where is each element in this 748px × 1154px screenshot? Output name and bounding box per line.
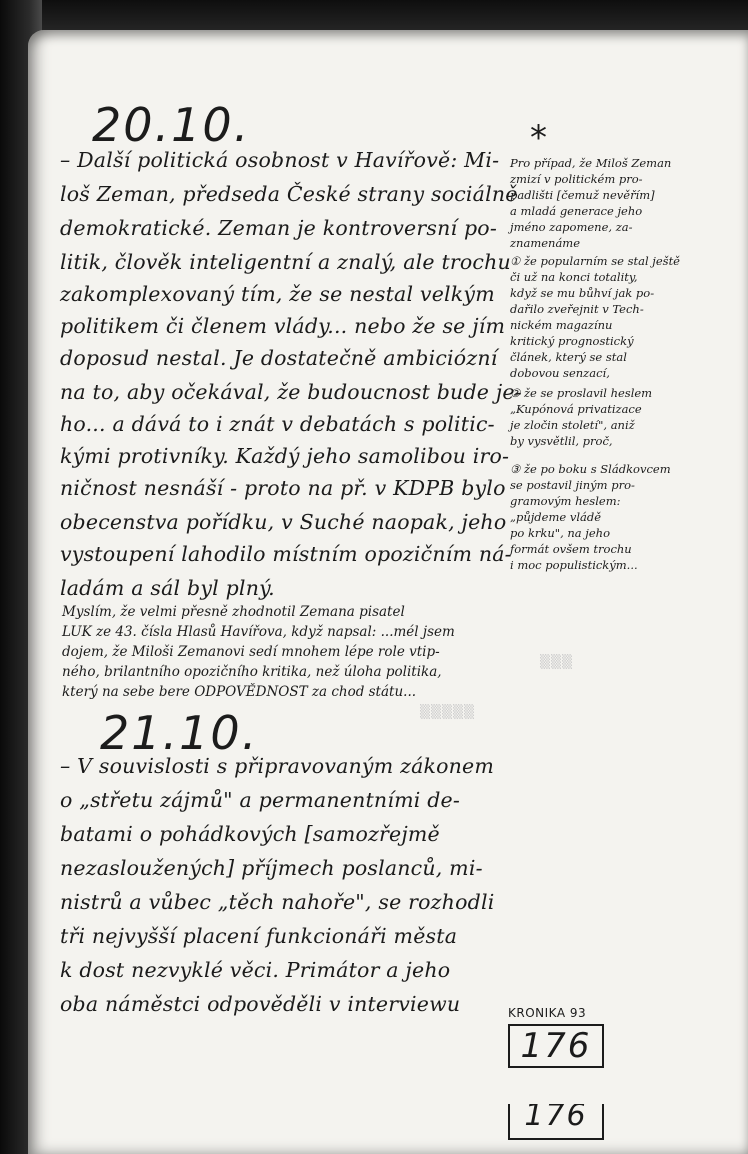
entry-text-line: nistrů a vůbec „těch nahoře", se rozhodli [60,890,495,914]
entry-text-line: oba náměstci odpověděli v interviewu [60,992,461,1016]
side-note-line: když se mu bůhví jak po- [510,286,655,300]
side-note-line: jméno zapomene, za- [510,220,633,234]
entry-text-line: o „střetu zájmů" a permanentními de- [60,788,460,812]
side-note-line: či už na konci totality, [510,270,638,284]
entry-text-line: nezasloužených] příjmech poslanců, mi- [60,856,483,880]
entry-text-line: na to, aby očekával, že budoucnost bude je- [60,380,522,404]
quote-line: který na sebe bere ODPOVĚDNOST za chod státu... [62,684,417,700]
entry-text-line: – Další politická osobnost v Havířově: Mi- [60,148,500,172]
entry-date: 21.10. [100,706,259,760]
entry-text-line: batami o pohádkových [samozřejmě [60,822,440,846]
entry-text-line: demokratické. Zeman je kontroversní po- [60,216,497,240]
entry-text-line: ho... a dává to i znát v debatách s politic- [60,412,495,436]
side-note-line: je zločin století", aniž [510,418,635,432]
show-through-mark: ▒▒▒▒▒ [420,705,475,720]
entry-text-line: litik, člověk inteligentní a znalý, ale trochu [60,250,511,274]
side-note-line: znamenáme [510,236,581,250]
quote-line: dojem, že Miloši Zemanovi sedí mnohem lépe role vtip- [62,644,440,660]
side-note-line: a mladá generace jeho [510,204,643,218]
side-note-line: se postavil jiným pro- [510,478,635,492]
entry-text-line: – V souvislosti s připravovaným zákonem [60,754,495,778]
side-note-line: dařilo zveřejnit v Tech- [510,302,644,316]
quote-line: LUK ze 43. čísla Hlasů Havířova, když napsal: ...mél jsem [62,624,455,640]
entry-text-line: vystoupení lahodilo místním opozičním ná- [60,542,512,566]
side-note-line: formát ovšem trochu [510,542,632,556]
side-note-line: nickém magazínu [510,318,613,332]
side-note-line: „Kupónová privatizace [510,402,642,416]
side-note-line: ② že se proslavil heslem [510,386,653,400]
side-note-line: gramovým heslem: [510,494,621,508]
quote-line: Myslím, že velmi přesně zhodnotil Zemana pisatel [62,604,405,620]
entry-text-line: tři nejvyšší placení funkcionáři města [60,924,458,948]
side-note-line: by vysvětlil, proč, [510,434,613,448]
entry-text-line: k dost nezvyklé věci. Primátor a jeho [60,958,451,982]
entry-text-line: ladám a sál byl plný. [60,576,275,600]
quote-line: ného, brilantního opozičního kritika, než úloha politika, [62,664,442,680]
entry-text-line: zakomplexovaný tím, že se nestal velkým [60,282,495,306]
side-note-line: zmizí v politickém pro- [510,172,643,186]
side-note-line: ① že popularním se stal ještě [510,254,680,268]
side-note-line: Pro případ, že Miloš Zeman [510,156,672,170]
entry-text-line: obecenstva pořídku, v Suché naopak, jeho [60,510,507,534]
entry-text-line: kými protivníky. Každý jeho samolibou iro- [60,444,510,468]
side-note-line: dobovou senzací, [510,366,610,380]
chronicle-label: KRONIKA 93 [508,1006,587,1020]
page-number-lower: 176 [508,1104,604,1140]
entry-text-line: loš Zeman, předseda České strany sociálně [60,182,518,206]
side-note-line: „půjdeme vládě [510,510,602,524]
entry-text-line: politikem či členem vlády... nebo že se jím [60,314,506,338]
side-note-line: ③ že po boku s Sládkovcem [510,462,671,476]
side-note-line: i moc populistickým... [510,558,638,572]
side-note-line: padlišti [čemuž nevěřím] [510,188,655,202]
entry-date: 20.10. [92,98,251,152]
side-note-line: po krku", na jeho [510,526,611,540]
side-note-line: kritický prognostický [510,334,634,348]
show-through-mark: ▒▒▒ [540,655,573,670]
entry-text-line: ničnost nesnáší - proto na př. v KDPB bylo [60,476,506,500]
entry-text-line: doposud nestal. Je dostatečně ambiciózní [60,346,498,370]
side-note-line: článek, který se stal [510,350,627,364]
page-number: 176 [508,1024,604,1068]
side-note-marker: * [530,118,547,158]
